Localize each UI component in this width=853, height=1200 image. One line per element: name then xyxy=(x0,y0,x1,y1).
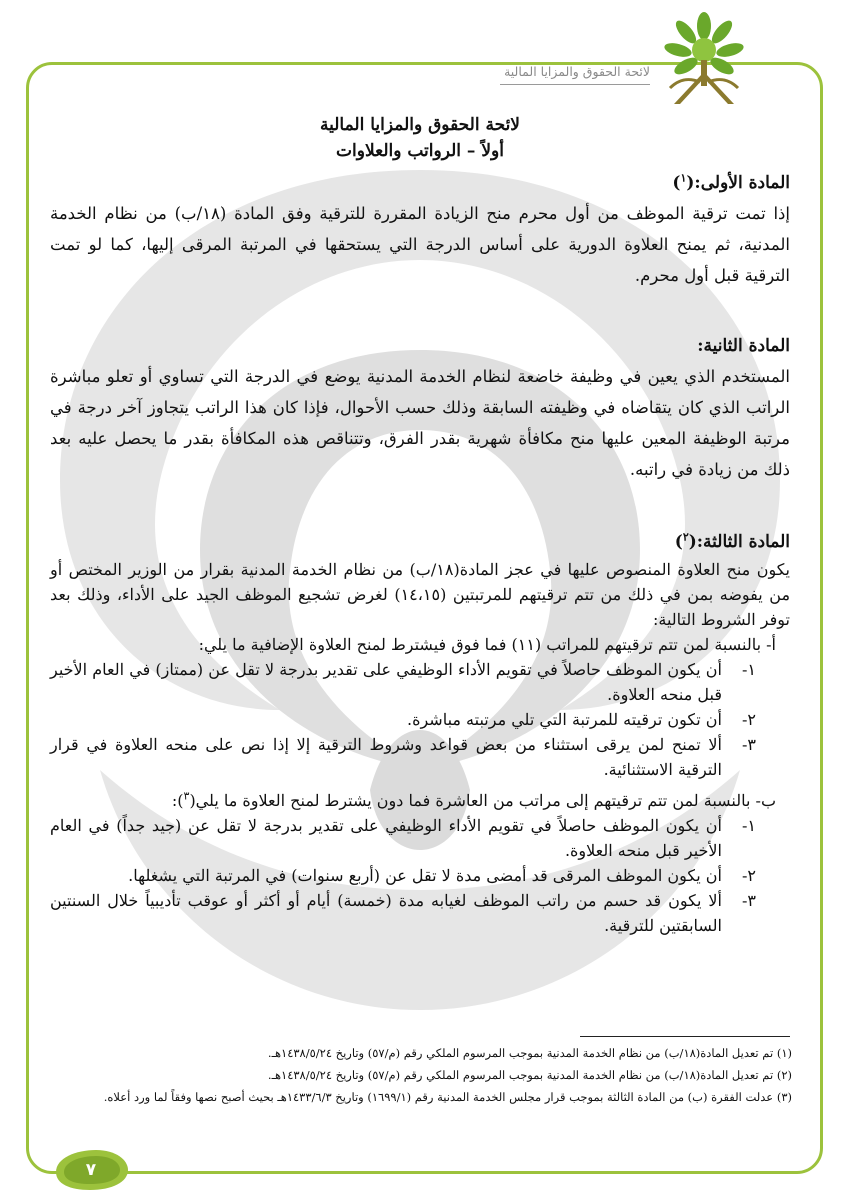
article-2-title: المادة الثانية: xyxy=(697,336,790,356)
footnote-item: (٣) عدلت الفقرة (ب) من المادة الثالثة بموجب قرار مجلس الخدمة المدنية رقم (١٦٩٩/١) وتاريخ ١٤٣٣/٦/٣هـ بحيث أصبح نصها وفقاً لما ورد أعلاه. xyxy=(103,1090,792,1104)
footnote-ref-1: ١ xyxy=(680,171,687,185)
footnote-item: (١) تم تعديل المادة(١٨/ب) من نظام الخدمة المدنية بموجب المرسوم الملكي رقم (م/٥٧) وتاريخ ١٤٣٨/٥/٢٤هـ. xyxy=(267,1046,792,1060)
page-number: ٧ xyxy=(85,1160,97,1180)
page-title: لائحة الحقوق والمزايا المالية xyxy=(319,115,520,135)
footnote-rule xyxy=(580,1036,790,1037)
section-b-label: ب- بالنسبة لمن تتم ترقيتهم إلى مراتب من العاشرة فما دون يشترط لمنح العلاوة ما يلي($^٣$): xyxy=(171,789,776,810)
list-item: ٣- ألا تمنح لمن يرقى استثناء من بعض قواعد وشروط الترقية إلا إذا نص على منحه العلاوة في قرار الترقية الاستثنائية. xyxy=(50,735,756,779)
page-subtitle: أولاً – الرواتب والعلاوات xyxy=(336,141,504,161)
list-item: ١- أن يكون الموظف حاصلاً في تقويم الأداء الوظيفي على تقدير بدرجة لا تقل عن (جيد جداً) في العام الأخير قبل منحه العلاوة. xyxy=(50,816,756,860)
palm-emblem-icon xyxy=(656,8,752,108)
footnotes xyxy=(60,1044,792,1110)
article-2-text: المستخدم الذي يعين في وظيفة خاضعة لنظام الخدمة المدنية يوضع في الدرجة التي تساوي أو تعلو مباشرة الراتب الذي كان يتقاضاه في وظيفته السابقة وذلك حسب الأحوال، فإذا كان هذا الراتب يتجاوز آخر درجة في مرتبة الوظيفة المعين عليها منح مكافأة شهرية بقدر الفرق، وتتناقص هذه المكافأة بقدر ما يحصل عليه بعد ذلك من زيادة في راتبه. xyxy=(50,367,790,479)
article-3-title: المادة الثالثة:($^٢$) xyxy=(674,530,790,552)
list-item: ٢- أن يكون الموظف المرقى قد أمضى مدة لا تقل عن (أربع سنوات) في المرتبة التي يشغلها. xyxy=(128,866,756,885)
list-item: ٣- ألا يكون قد حسم من راتب الموظف لغيابه مدة (خمسة) أيام أو أكثر أو عوقب تأديبياً خلال السنتين السابقتين للترقية. xyxy=(50,891,756,935)
footnote-ref-3: ٣ xyxy=(183,789,190,803)
list-item: ١- أن يكون الموظف حاصلاً في تقويم الأداء الوظيفي على تقدير بدرجة لا تقل عن (ممتاز) في العام الأخير قبل منحه العلاوة. xyxy=(50,660,756,704)
footnote-item: (٢) تم تعديل المادة(١٨/ب) من نظام الخدمة المدنية بموجب المرسوم الملكي رقم (م/٥٧) وتاريخ ١٤٣٨/٥/٢٤هـ. xyxy=(267,1068,792,1082)
document-body xyxy=(50,112,790,938)
footnote-ref-2: ٢ xyxy=(682,530,689,544)
article-1-text: إذا تمت ترقية الموظف من أول محرم منح الزيادة المقررة للترقية وفق المادة (١٨/ب) من نظام الخدمة المدنية، ثم يمنح العلاوة الدورية على أساس الدرجة التي يستحقها في المرتبة المرقى إليها، كما لو تمت الترقية قبل أول محرم. xyxy=(50,204,790,285)
header-doc-title: لائحة الحقوق والمزايا المالية xyxy=(504,64,650,79)
article-1-title: المادة الأولى:($^١$) xyxy=(672,171,790,193)
header-rule xyxy=(500,84,650,85)
article-3-intro: يكون منح العلاوة المنصوص عليها في عجز المادة(١٨/ب) من نظام الخدمة المدنية بقرار من الوزير المختص أو من يفوضه بمن في ذلك من تتم ترقيتهم للمرتبتين (١٤،١٥) لغرض تشجيع الموظف الجيد على الأداء، وذلك بعد توفر الشروط التالية: xyxy=(50,560,791,629)
section-a-label: أ- بالنسبة لمن تتم ترقيتهم للمراتب (١١) فما فوق فيشترط لمنح العلاوة الإضافية ما يلي: xyxy=(198,635,776,654)
list-item: ٢- أن تكون ترقيته للمرتبة التي تلي مرتبته مباشرة. xyxy=(406,710,756,729)
